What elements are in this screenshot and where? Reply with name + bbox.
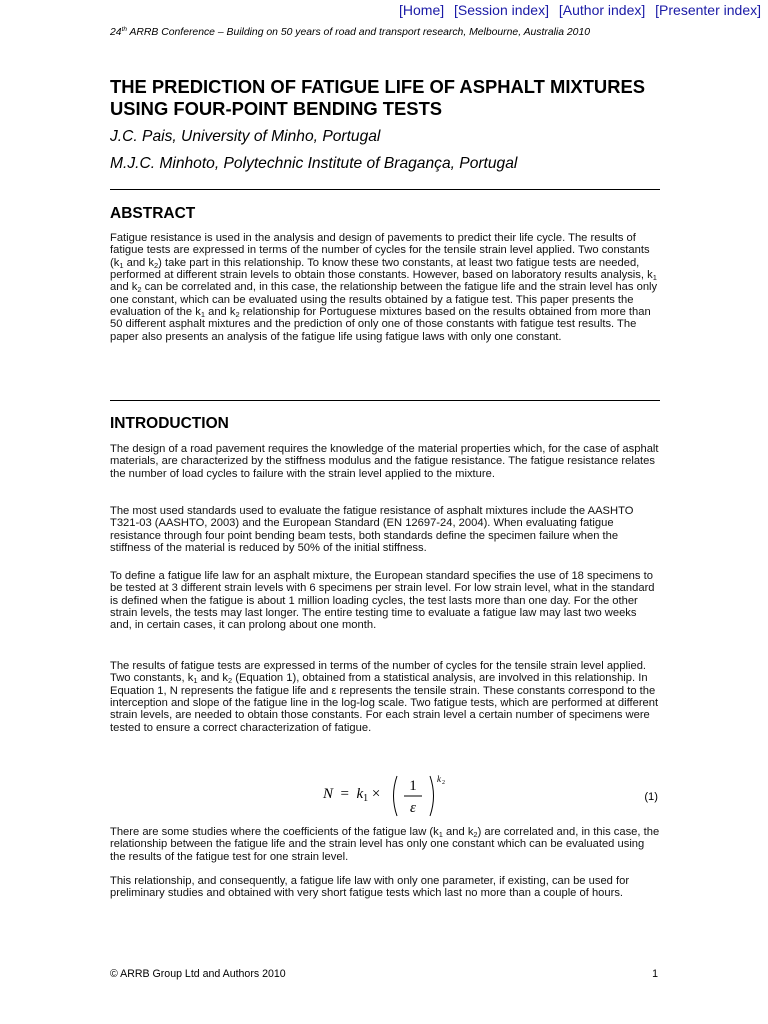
introduction-heading: INTRODUCTION [110, 415, 229, 432]
abstract-heading: ABSTRACT [110, 205, 196, 222]
divider [110, 189, 660, 190]
svg-text:2: 2 [442, 780, 445, 786]
author-2: M.J.C. Minhoto, Polytechnic Institute of Bragança, Portugal [110, 155, 518, 172]
intro-paragraph-2: The most used standards used to evaluate the fatigue resistance of asphalt mixtures include the AASHTO T321-03 (AASHTO, 2003) and the European Standard (EN 12697-24, 2004). When evaluating fatigue resistance through four point bending beam tests, both standards define the specimen failure when the stiffness of the material is reduced by 50% of the initial stiffness. [110, 505, 634, 555]
session-index-link[interactable]: [Session index] [454, 2, 549, 18]
intro-paragraph-4: The results of fatigue tests are expressed in terms of the number of cycles for the tensile strain level applied. Two constants, $k_1$ and $k_2$ (Equation 1), obtained from a statistical analysis, are involved in this relationship. In Equation 1, N represents the fatigue life and ε represents the tensile strain. These constants correspond to the interception and slope of the fatigue line in the log-log scale. Two fatigue tests, which are performed at different strain levels, are needed to obtain those constants. For each strain level a certain number of specimens were tested to ensure a correct characterization of fatigue. [110, 660, 659, 734]
svg-text:ε: ε [410, 800, 416, 816]
equation-1 [110, 772, 660, 820]
svg-text:k: k [437, 774, 441, 784]
equation-number: (1) [644, 791, 658, 803]
intro-paragraph-5: There are some studies where the coefficients of the fatigue law ($k_1$ and $k_2$) are correlated and, in this case, the relationship between the fatigue life and the strain level has only one constant which can be evaluated using the results of the fatigue test for one strain level. [110, 826, 660, 863]
copyright-text: © ARRB Group Ltd and Authors 2010 [110, 968, 286, 980]
conference-ordinal: th [121, 26, 127, 33]
conference-number: 24 [110, 27, 122, 38]
equation-lhs: $N = k_1$ × [323, 786, 381, 804]
equation-fraction [390, 772, 450, 820]
presenter-index-link[interactable]: [Presenter index] [655, 2, 761, 18]
home-link[interactable]: [Home] [399, 2, 445, 18]
conference-text: ARRB Conference – Building on 50 years of road and transport research, Melbourne, Australia 2010 [126, 27, 591, 38]
page-number: 1 [652, 968, 658, 980]
author-index-link[interactable]: [Author index] [558, 2, 646, 18]
page-footer [110, 968, 658, 980]
svg-text:1: 1 [409, 778, 417, 794]
divider [110, 400, 660, 401]
intro-paragraph-3: To define a fatigue life law for an asphalt mixture, the European standard specifies the use of 18 specimens to be tested at 3 different strain levels with 6 specimens per strain level. For low strain level, what in the standard is defined when the fatigue is about 1 million loading cycles, the test lasts more than one day. For the other strain levels, the tests may last longer. The entire testing time to evaluate a fatigue law may last two weeks and, in certain cases, it can prolong about one month. [110, 570, 655, 632]
abstract-text: Fatigue resistance is used in the analysis and design of pavements to predict their life cycle. The results of fatigue tests are expressed in terms of the number of cycles for the tensile strain level applied. Two constants ($k_1$ and $k_2$) take part in this relationship. To know these two constants, at least two fatigue tests are needed, performed at different strain levels to obtain those constants. However, based on laboratory results analysis, $k_1$ and $k_2$ can be correlated and, in this case, the relationship between the fatigue life and the strain level has only one constant, which can be evaluated using the results obtained by a fatigue test. This paper presents the evaluation of the $k_1$ and $k_2$ relationship for Portuguese mixtures based on the results obtained from more than 50 different asphalt mixtures and the prediction of only one of those constants with fatigue test results. The paper also presents an analysis of the fatigue life using fatigue laws with only one constant. [110, 232, 658, 343]
intro-paragraph-1: The design of a road pavement requires the knowledge of the material properties which, for the case of asphalt materials, are characterized by the stiffness modulus and the fatigue resistance. The fatigue resistance relates the number of load cycles to failure with the strain level applied to the mixture. [110, 443, 659, 480]
paper-title: THE PREDICTION OF FATIGUE LIFE OF ASPHALT MIXTURES USING FOUR-POINT BENDING TESTS [110, 76, 646, 119]
top-navigation [393, 2, 761, 18]
intro-paragraph-6: This relationship, and consequently, a fatigue life law with only one parameter, if existing, can be used for preliminary studies and obtained with very short fatigue tests which last no more than a couple of hours. [110, 875, 630, 900]
author-1: J.C. Pais, University of Minho, Portugal [110, 128, 381, 145]
conference-header [110, 26, 590, 38]
